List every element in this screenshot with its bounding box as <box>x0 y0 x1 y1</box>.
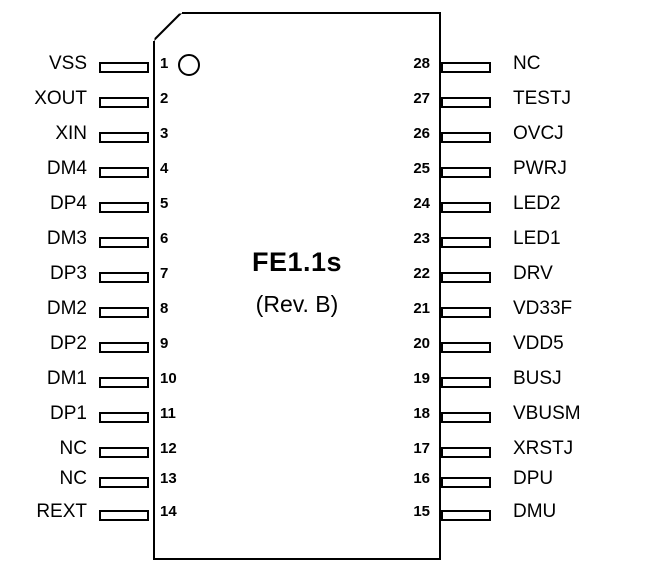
pin-number: 20 <box>413 335 430 352</box>
pin-row <box>0 331 665 365</box>
pin-label: DM1 <box>46 368 87 389</box>
pin-row <box>0 191 665 225</box>
pin-number: 1 <box>160 55 169 72</box>
pin-lead <box>441 202 491 213</box>
pin-row <box>0 121 665 155</box>
pin-label: PWRJ <box>513 158 567 179</box>
pin-number: 17 <box>413 440 430 457</box>
pin-label: DP4 <box>50 193 87 214</box>
pin-number: 13 <box>160 470 177 487</box>
pin-label: DRV <box>513 263 553 284</box>
pin-lead <box>441 510 491 521</box>
pin-label: XRSTJ <box>513 438 574 459</box>
pin-lead <box>441 342 491 353</box>
pin-label: DP2 <box>50 333 87 354</box>
pin-lead <box>441 167 491 178</box>
pin-number: 6 <box>160 230 169 247</box>
chip-part-number: FE1.1s <box>251 247 343 277</box>
pin-lead <box>441 377 491 388</box>
pin-label: OVCJ <box>513 123 564 144</box>
pin-number: 2 <box>160 90 169 107</box>
pin-number: 9 <box>160 335 169 352</box>
pin-label: VDD5 <box>513 333 564 354</box>
pin-lead <box>441 237 491 248</box>
pin-row <box>0 296 665 330</box>
pin-label: XOUT <box>34 88 87 109</box>
pin-label: NC <box>59 468 87 489</box>
pin-number: 24 <box>413 195 430 212</box>
pin-number: 18 <box>413 405 430 422</box>
pin-label: DM2 <box>46 298 87 319</box>
pin-number: 22 <box>413 265 430 282</box>
pin-number: 3 <box>160 125 169 142</box>
pin-lead <box>441 447 491 458</box>
pin-number: 25 <box>413 160 430 177</box>
pin-label: VBUSM <box>513 403 581 424</box>
pin-label: NC <box>513 53 541 74</box>
chip-revision: (Rev. B) <box>255 291 339 317</box>
pin-number: 16 <box>413 470 430 487</box>
pin-row <box>0 156 665 190</box>
pin-row <box>0 436 665 470</box>
pin-label: DM3 <box>46 228 87 249</box>
pin-lead <box>441 412 491 423</box>
pin-label: LED1 <box>513 228 561 249</box>
pin-number: 27 <box>413 90 430 107</box>
pin-row <box>0 261 665 295</box>
pin-number: 4 <box>160 160 169 177</box>
pin-lead <box>441 272 491 283</box>
pin-label: VD33F <box>513 298 573 319</box>
pin-row <box>0 51 665 85</box>
pin-number: 26 <box>413 125 430 142</box>
pin-lead <box>441 62 491 73</box>
pin-label: DP3 <box>50 263 87 284</box>
pin-label: DM4 <box>46 158 87 179</box>
pin-number: 11 <box>160 405 176 422</box>
pin-row <box>0 86 665 120</box>
pin-label: TESTJ <box>513 88 572 109</box>
pin-number: 5 <box>160 195 169 212</box>
pin-label: DPU <box>513 468 554 489</box>
pin-number: 10 <box>160 370 177 387</box>
pin-label: DP1 <box>50 403 87 424</box>
pin-number: 12 <box>160 440 177 457</box>
pin-number: 19 <box>413 370 430 387</box>
pin-row <box>0 366 665 400</box>
pin-number: 8 <box>160 300 169 317</box>
pin-number: 23 <box>413 230 430 247</box>
pin-number: 14 <box>160 503 177 520</box>
pin-row <box>0 499 665 533</box>
pin-lead <box>441 97 491 108</box>
pin-number: 15 <box>413 503 430 520</box>
pin-number: 28 <box>413 55 430 72</box>
pin-number: 7 <box>160 265 169 282</box>
pin-label: VSS <box>48 53 87 74</box>
pin-lead <box>441 477 491 488</box>
pin-row <box>0 466 665 500</box>
pin-label: LED2 <box>513 193 561 214</box>
pin-lead <box>441 307 491 318</box>
pin-label: BUSJ <box>513 368 562 389</box>
pin-label: DMU <box>513 501 557 522</box>
pin-row <box>0 226 665 260</box>
pin-row <box>0 401 665 435</box>
pin-label: XIN <box>55 123 87 144</box>
pin-label: REXT <box>36 501 87 522</box>
pin-label: NC <box>59 438 87 459</box>
pin-lead <box>441 132 491 143</box>
pin-number: 21 <box>413 300 430 317</box>
